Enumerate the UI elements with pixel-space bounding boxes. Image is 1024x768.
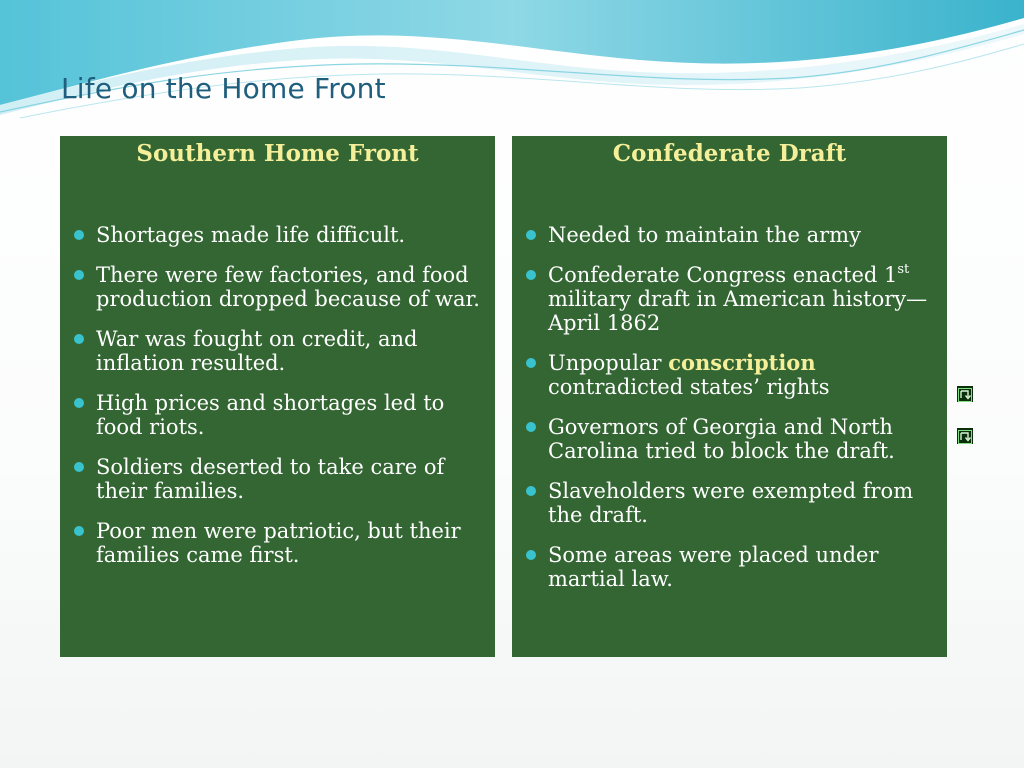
bullet-icon — [526, 270, 536, 280]
return-arrow-icon[interactable] — [957, 428, 973, 444]
bullet-item — [524, 543, 947, 591]
bullet-text: Soldiers deserted to take care of their families. — [96, 455, 445, 503]
slide-title: Life on the Home Front — [61, 72, 386, 105]
confederate-draft-panel — [512, 136, 947, 657]
bullet-item — [72, 327, 495, 375]
bullet-list — [72, 223, 495, 567]
return-arrow-glyph — [958, 388, 972, 402]
bullet-item — [72, 519, 495, 567]
bullet-text: High prices and shortages led to food riots. — [96, 391, 445, 439]
bullet-text: Poor men were patriotic, but their families came first. — [96, 519, 461, 567]
bullet-item — [524, 415, 947, 463]
bullet-icon — [74, 230, 84, 240]
bullet-icon — [526, 486, 536, 496]
bullet-text: There were few factories, and food production dropped because of war. — [96, 263, 480, 311]
bullet-icon — [74, 334, 84, 344]
bullet-text-post: contradicted states’ rights — [548, 375, 830, 399]
bullet-text-pre: Confederate Congress enacted 1 — [548, 263, 898, 287]
bullet-text: Slaveholders were exempted from the draft. — [548, 479, 914, 527]
bullet-text: Some areas were placed under martial law. — [548, 543, 879, 591]
bullet-icon — [74, 270, 84, 280]
bullet-item — [72, 223, 495, 247]
bullet-icon — [74, 398, 84, 408]
bullet-item — [524, 223, 947, 247]
bullet-icon — [74, 526, 84, 536]
bullet-icon — [526, 230, 536, 240]
bullet-item — [524, 479, 947, 527]
bullet-item — [524, 263, 947, 335]
return-arrow-icon[interactable] — [957, 386, 973, 402]
bullet-item — [72, 455, 495, 503]
bullet-text: Needed to maintain the army — [548, 223, 861, 247]
bullet-text: Governors of Georgia and North Carolina tried to block the draft. — [548, 415, 895, 463]
panel-heading: Confederate Draft — [612, 140, 847, 167]
bullet-item — [524, 351, 947, 399]
bullet-icon — [526, 550, 536, 560]
bullet-item — [72, 391, 495, 439]
panel-heading: Southern Home Front — [136, 140, 419, 167]
southern-home-front-panel — [60, 136, 495, 657]
bullet-icon — [74, 462, 84, 472]
return-arrow-glyph — [958, 430, 972, 444]
key-term-conscription: conscription — [668, 350, 816, 375]
bullet-text-pre: Unpopular — [548, 351, 669, 375]
ordinal-superscript: st — [897, 262, 910, 277]
bullet-text-post: military draft in American history—April 1862 — [548, 287, 928, 335]
bullet-text: Shortages made life difficult. — [96, 223, 406, 247]
bullet-item — [72, 263, 495, 311]
bullet-icon — [526, 358, 536, 368]
bullet-text: War was fought on credit, and inflation resulted. — [96, 327, 418, 375]
bullet-icon — [526, 422, 536, 432]
bullet-list — [524, 223, 947, 591]
